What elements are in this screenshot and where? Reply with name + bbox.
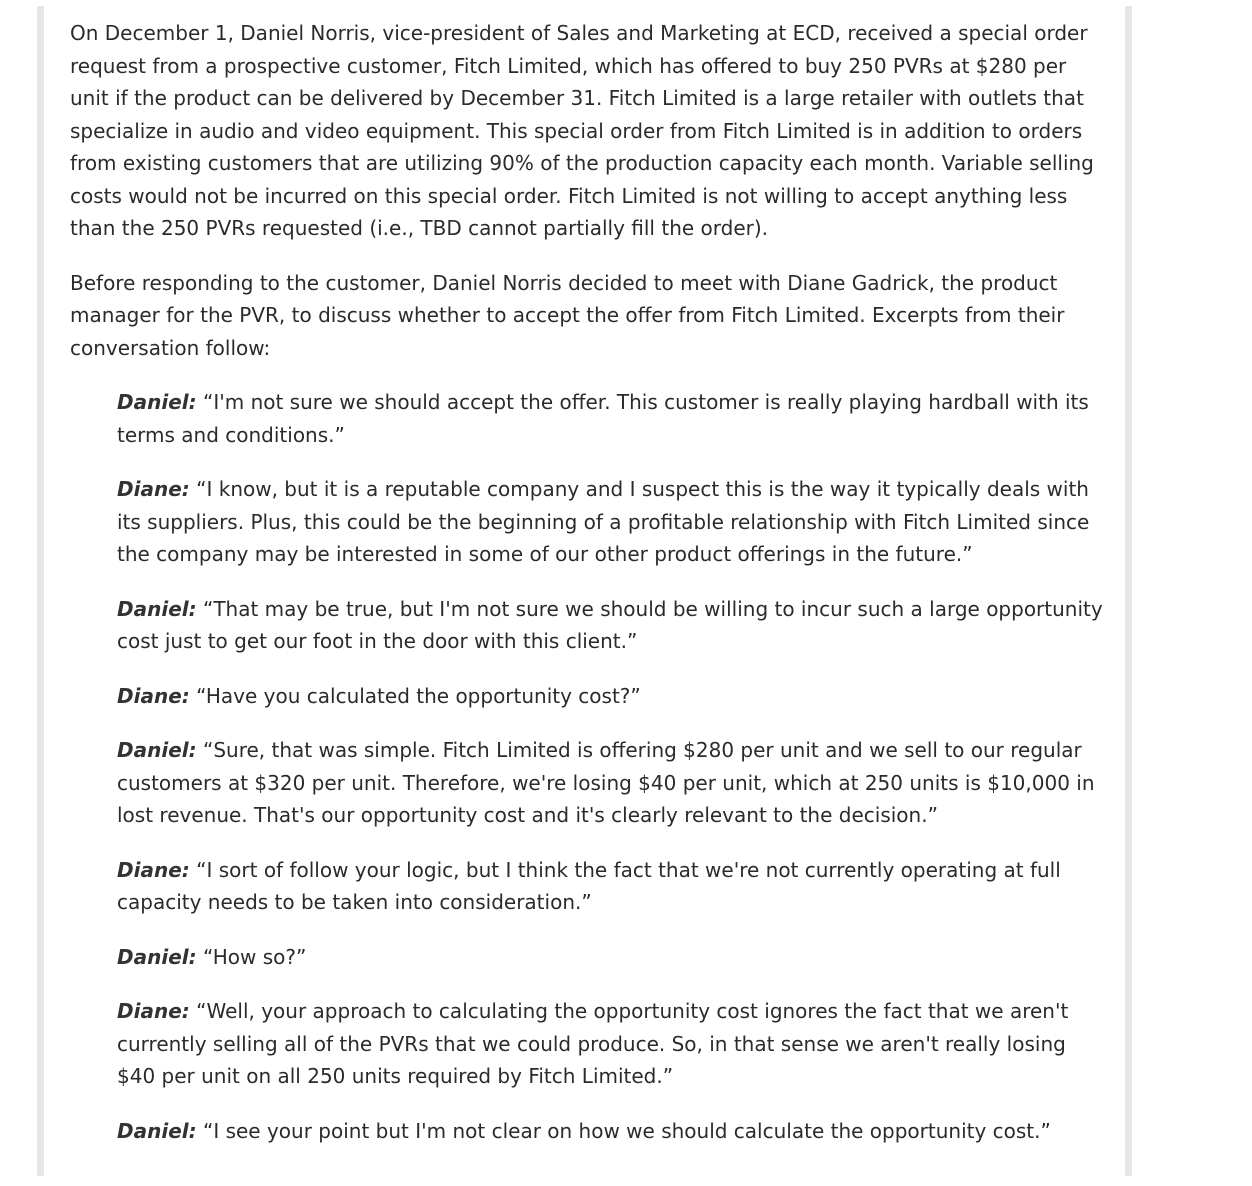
speaker-name: Daniel: [117, 596, 197, 621]
dialogue-line [70, 386, 1110, 451]
dialogue-text: “I'm not sure we should accept the offer. This customer is really playing hardball with its terms and conditions.” [117, 390, 1089, 447]
context-paragraph: Before responding to the customer, Daniel Norris decided to meet with Diane Gadrick, the product manager for the PVR, to discuss whether to accept the offer from Fitch Limited. Excerpts from their conversation follow: [70, 270, 1065, 360]
dialogue-text: “Have you calculated the opportunity cost?” [189, 683, 641, 708]
dialogue-text: “That may be true, but I'm not sure we should be willing to incur such a large opportunity cost just to get our foot in the door with this client.” [117, 596, 1103, 653]
speaker-name: Daniel: [117, 944, 197, 969]
dialogue-text: “Well, your approach to calculating the opportunity cost ignores the fact that we aren't currently selling all of the PVRs that we could produce. So, in that sense we aren't really losing $40 per unit on all 250 units required by Fitch Limited.” [117, 999, 1069, 1088]
dialogue-line [70, 593, 1110, 658]
dialogue-line [70, 734, 1110, 832]
dialogue-line [70, 941, 1110, 974]
speaker-name: Diane: [117, 477, 190, 501]
intro-paragraph: On December 1, Daniel Norris, vice-president of Sales and Marketing at ECD, received a special order request from a prospective customer, Fitch Limited, which has offered to buy 250 PVRs at $280 per unit if the product can be delivered by December 31. Fitch Limited is a large retailer with outlets that specialize in audio and video equipment. This special order from Fitch Limited is in addition to orders from existing customers that are utilizing 90% of the production capacity each month. Variable selling costs would not be incurred on this special order. Fitch Limited is not willing to accept anything less than the 250 PVRs requested (i.e., TBD cannot partially fill the order). [70, 21, 1094, 240]
dialogue-line [70, 473, 1110, 571]
left-border [37, 6, 44, 1176]
dialogue-line [70, 995, 1110, 1093]
case-text [70, 17, 1110, 1169]
speaker-name: Diane: [117, 857, 190, 882]
speaker-name: Diane: [117, 999, 190, 1023]
dialogue-text: “I know, but it is a reputable company and I suspect this is the way it typically deals with its suppliers. Plus, this could be the beginning of a profitable relationship with Fitch Limited since the company may be interested in some of our other product offerings in the future.” [117, 477, 1090, 566]
dialogue-line [70, 854, 1110, 919]
dialogue-text: “Sure, that was simple. Fitch Limited is offering $280 per unit and we sell to our regular customers at $320 per unit. Therefore, we're losing $40 per unit, which at 250 units is $10,000 in lost revenue. That's our opportunity cost and it's clearly relevant to the decision.” [117, 738, 1095, 827]
speaker-name: Daniel: [117, 1118, 197, 1143]
right-border [1125, 6, 1132, 1176]
speaker-name: Daniel: [117, 738, 197, 762]
dialogue-line [70, 680, 1110, 713]
speaker-name: Daniel: [117, 390, 197, 414]
speaker-name: Diane: [117, 683, 190, 708]
dialogue-text: “I see your point but I'm not clear on how we should calculate the opportunity cost.” [196, 1118, 1051, 1143]
dialogue-text: “I sort of follow your logic, but I think the fact that we're not currently operating at full capacity needs to be taken into consideration.” [117, 857, 1061, 914]
dialogue-text: “How so?” [196, 944, 307, 969]
dialogue-line [70, 1115, 1110, 1148]
